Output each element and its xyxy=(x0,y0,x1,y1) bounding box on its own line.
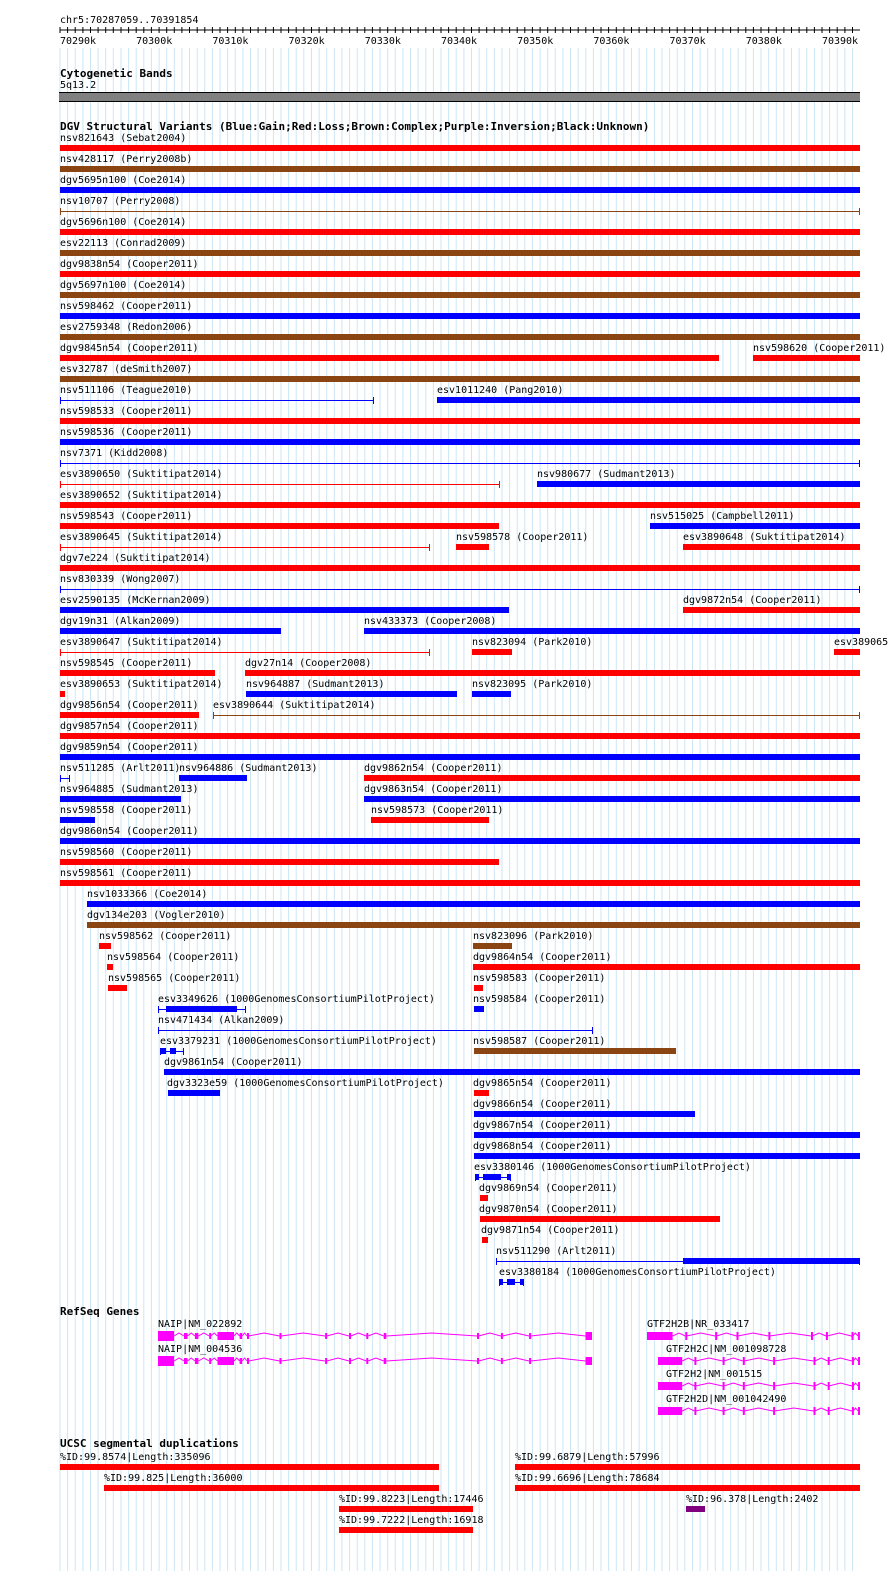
sv-feature-label[interactable]: nsv428117 (Perry2008b) xyxy=(60,154,193,165)
sv-feature-label[interactable]: nsv7371 (Kidd2008) xyxy=(60,448,169,459)
sv-feature-bar[interactable] xyxy=(60,502,860,508)
sv-feature-line[interactable] xyxy=(60,211,860,212)
segdup-bar[interactable] xyxy=(515,1485,860,1491)
sv-feature-bar[interactable] xyxy=(474,1111,695,1117)
sv-feature-end[interactable] xyxy=(373,397,374,404)
segdup-label[interactable]: %ID:99.825|Length:36000 xyxy=(104,1473,243,1484)
sv-feature-bar[interactable] xyxy=(482,1237,488,1243)
sv-feature-label[interactable]: nsv511285 (Arlt2011) xyxy=(60,763,181,774)
sv-feature-label[interactable]: nsv10707 (Perry2008) xyxy=(60,196,181,207)
sv-feature-label[interactable]: nsv823096 (Park2010) xyxy=(473,931,594,942)
intron xyxy=(815,1358,828,1361)
segdup-track-title[interactable]: UCSC segmental duplications xyxy=(60,1437,239,1450)
sv-feature-bar[interactable] xyxy=(60,229,860,235)
sv-feature-label[interactable]: nsv598565 (Cooper2011) xyxy=(108,973,241,984)
sv-feature-bar[interactable] xyxy=(364,796,860,802)
exon xyxy=(814,1357,816,1365)
intron xyxy=(774,1358,813,1361)
ruler-tick-label: 70300k xyxy=(136,36,173,47)
gene-model[interactable] xyxy=(0,1329,890,1343)
sv-feature-label[interactable]: dgv3323e59 (1000GenomesConsortiumPilotProject) xyxy=(167,1078,444,1089)
intron xyxy=(744,1383,773,1386)
sv-feature-block[interactable] xyxy=(170,1048,176,1054)
sv-feature-label[interactable]: dgv27n14 (Cooper2008) xyxy=(245,658,372,669)
sv-feature-bar[interactable] xyxy=(60,817,95,823)
sv-feature-line[interactable] xyxy=(60,652,430,653)
sv-feature-label[interactable]: esv2590135 (McKernan2009) xyxy=(60,595,211,606)
sv-feature-bar[interactable] xyxy=(107,964,113,970)
sv-feature-bar[interactable] xyxy=(60,439,860,445)
sv-feature-bar[interactable] xyxy=(456,544,489,550)
intron xyxy=(827,1333,851,1336)
sv-feature-label[interactable]: nsv515025 (Campbell2011) xyxy=(650,511,795,522)
sv-feature-label[interactable]: dgv9857n54 (Cooper2011) xyxy=(60,721,199,732)
ruler-tick-label: 70290k xyxy=(59,36,97,47)
sv-feature-end[interactable] xyxy=(60,649,61,656)
sv-feature-end[interactable] xyxy=(60,460,61,467)
sv-feature-label[interactable]: dgv5696n100 (Coe2014) xyxy=(60,217,187,228)
sv-feature-bar[interactable] xyxy=(474,1006,484,1012)
intron xyxy=(744,1408,773,1411)
intron xyxy=(682,1408,694,1411)
dgv-track-title[interactable]: DGV Structural Variants (Blue:Gain;Red:Loss;Brown:Complex;Purple:Inversion;Black:Unknown) xyxy=(60,120,650,133)
sv-feature-label[interactable]: esv3890650 (Suktitipat2014) xyxy=(60,469,223,480)
sv-feature-label[interactable]: dgv9869n54 (Cooper2011) xyxy=(479,1183,618,1194)
intron xyxy=(673,1333,686,1336)
exon xyxy=(811,1332,813,1340)
exon xyxy=(828,1357,830,1365)
sv-feature-end[interactable] xyxy=(60,544,61,551)
intron xyxy=(815,1408,828,1411)
sv-feature-label[interactable]: dgv9867n54 (Cooper2011) xyxy=(473,1120,612,1131)
sv-feature-bar[interactable] xyxy=(60,334,860,340)
sv-feature-bar[interactable] xyxy=(60,607,509,613)
sv-feature-label[interactable]: nsv830339 (Wong2007) xyxy=(60,574,181,585)
exon xyxy=(852,1357,854,1365)
sv-feature-label[interactable]: dgv9856n54 (Cooper2011) xyxy=(60,700,199,711)
sv-feature-end[interactable] xyxy=(859,586,860,593)
sv-feature-bar[interactable] xyxy=(474,1153,860,1159)
sv-feature-bar[interactable] xyxy=(87,901,860,907)
intron xyxy=(774,1408,813,1411)
sv-feature-bar[interactable] xyxy=(60,880,860,886)
intron xyxy=(724,1383,743,1386)
exon xyxy=(858,1332,860,1340)
sv-feature-label[interactable]: nsv980677 (Sudmant2013) xyxy=(537,469,676,480)
sv-feature-bar[interactable] xyxy=(60,565,860,571)
sv-feature-bar[interactable] xyxy=(60,859,499,865)
exon xyxy=(715,1332,717,1340)
sv-feature-bar[interactable] xyxy=(683,607,860,613)
sv-feature-line[interactable] xyxy=(60,484,500,485)
sv-feature-bar[interactable] xyxy=(60,418,860,424)
sv-feature-label[interactable]: nsv823094 (Park2010) xyxy=(472,637,593,648)
sv-feature-label[interactable]: nsv598584 (Cooper2011) xyxy=(473,994,606,1005)
sv-feature-bar[interactable] xyxy=(437,397,860,403)
intron xyxy=(696,1358,723,1361)
exon xyxy=(723,1382,725,1390)
gene-label[interactable]: GTF2H2|NM_001515 xyxy=(666,1369,763,1380)
sv-feature-label[interactable]: nsv598573 (Cooper2011) xyxy=(371,805,504,816)
sv-feature-block[interactable] xyxy=(499,1279,503,1285)
sv-feature-bar[interactable] xyxy=(179,775,247,781)
sv-feature-bar[interactable] xyxy=(246,691,457,697)
segdup-bar[interactable] xyxy=(104,1485,439,1491)
segdup-bar[interactable] xyxy=(339,1527,473,1533)
exon xyxy=(685,1332,687,1340)
sv-feature-end[interactable] xyxy=(60,208,61,215)
sv-feature-bar[interactable] xyxy=(364,628,860,634)
sv-feature-label[interactable]: nsv598560 (Cooper2011) xyxy=(60,847,193,858)
intron xyxy=(724,1408,743,1411)
sv-feature-label[interactable]: nsv964886 (Sudmant2013) xyxy=(179,763,318,774)
segdup-label[interactable]: %ID:99.8223|Length:17446 xyxy=(339,1494,484,1505)
gene-label[interactable]: NAIP|NM_004536 xyxy=(158,1344,243,1355)
exon xyxy=(723,1357,725,1365)
sv-feature-label[interactable]: nsv823095 (Park2010) xyxy=(472,679,593,690)
sv-feature-line[interactable] xyxy=(60,400,374,401)
sv-feature-bar[interactable] xyxy=(480,1216,720,1222)
intron xyxy=(724,1358,743,1361)
exon xyxy=(647,1332,673,1340)
sv-feature-label[interactable]: esv22113 (Conrad2009) xyxy=(60,238,187,249)
sv-feature-end[interactable] xyxy=(69,775,70,782)
cytoband-ideogram[interactable] xyxy=(59,92,860,102)
sv-feature-bar[interactable] xyxy=(60,796,181,802)
sv-feature-label[interactable]: dgv9859n54 (Cooper2011) xyxy=(60,742,199,753)
sv-feature-label[interactable]: dgv9872n54 (Cooper2011) xyxy=(683,595,822,606)
sv-feature-label[interactable]: esv3890647 (Suktitipat2014) xyxy=(60,637,223,648)
sv-feature-end[interactable] xyxy=(158,1027,159,1034)
sv-feature-line[interactable] xyxy=(158,1030,593,1031)
intron xyxy=(682,1358,694,1361)
sv-feature-bar[interactable] xyxy=(537,481,860,487)
exon xyxy=(694,1407,696,1415)
sv-feature-block[interactable] xyxy=(507,1279,515,1285)
sv-feature-label[interactable]: esv3890653 (Suktitipat2014) xyxy=(60,679,223,690)
sv-feature-label[interactable]: dgv9860n54 (Cooper2011) xyxy=(60,826,199,837)
segdup-bar[interactable] xyxy=(60,1464,439,1470)
exon xyxy=(768,1332,770,1340)
sv-feature-bar[interactable] xyxy=(474,1090,489,1096)
sv-feature-label[interactable]: nsv821643 (Sebat2004) xyxy=(60,133,187,144)
ruler-tick-label: 70350k xyxy=(517,36,554,47)
exon xyxy=(743,1357,745,1365)
sv-feature-label[interactable]: dgv9866n54 (Cooper2011) xyxy=(473,1099,612,1110)
sv-feature-label[interactable]: nsv598558 (Cooper2011) xyxy=(60,805,193,816)
segdup-label[interactable]: %ID:99.6696|Length:78684 xyxy=(515,1473,660,1484)
base-position-ruler xyxy=(0,26,890,48)
sv-feature-bar[interactable] xyxy=(474,1132,860,1138)
sv-feature-label[interactable]: dgv9868n54 (Cooper2011) xyxy=(473,1141,612,1152)
segdup-label[interactable]: %ID:99.8574|Length:335096 xyxy=(60,1452,211,1463)
intron xyxy=(770,1333,811,1336)
sv-feature-block[interactable] xyxy=(475,1174,479,1180)
sv-feature-label[interactable]: nsv598562 (Cooper2011) xyxy=(99,931,232,942)
sv-feature-bar[interactable] xyxy=(472,691,511,697)
gene-model[interactable] xyxy=(0,1354,890,1368)
sv-feature-label[interactable]: esv32787 (deSmith2007) xyxy=(60,364,193,375)
intron xyxy=(774,1383,813,1386)
exon xyxy=(828,1382,830,1390)
exon xyxy=(723,1407,725,1415)
sv-feature-block[interactable] xyxy=(507,1174,511,1180)
sv-feature-block[interactable] xyxy=(520,1279,524,1285)
intron xyxy=(829,1383,852,1386)
sv-feature-bar[interactable] xyxy=(371,817,489,823)
sv-feature-label[interactable]: esv3890644 (Suktitipat2014) xyxy=(213,700,376,711)
sv-feature-bar[interactable] xyxy=(472,649,512,655)
sv-feature-label[interactable]: nsv598545 (Cooper2011) xyxy=(60,658,193,669)
sv-feature-end[interactable] xyxy=(429,544,430,551)
ruler-tick-label: 70330k xyxy=(364,36,401,47)
gene-model[interactable] xyxy=(0,1404,890,1418)
sv-feature-end[interactable] xyxy=(859,208,860,215)
intron xyxy=(687,1333,716,1336)
ruler-tick-label: 70370k xyxy=(669,36,706,47)
sv-feature-label[interactable]: nsv1033366 (Coe2014) xyxy=(87,889,208,900)
segdup-bar[interactable] xyxy=(686,1506,705,1512)
exon xyxy=(737,1332,739,1340)
sv-feature-label[interactable]: nsv511290 (Arlt2011) xyxy=(496,1246,617,1257)
segdup-bar[interactable] xyxy=(339,1506,473,1512)
sv-feature-end[interactable] xyxy=(592,1027,593,1034)
exon xyxy=(852,1407,854,1415)
sv-feature-block[interactable] xyxy=(483,1174,501,1180)
sv-feature-line[interactable] xyxy=(213,715,860,716)
sv-feature-end[interactable] xyxy=(60,586,61,593)
gene-model[interactable] xyxy=(0,1379,890,1393)
sv-feature-bar[interactable] xyxy=(60,712,199,718)
sv-feature-label[interactable]: nsv598587 (Cooper2011) xyxy=(473,1036,606,1047)
cytoband-track-title[interactable]: Cytogenetic Bands xyxy=(60,67,173,80)
sv-feature-bar[interactable] xyxy=(60,670,215,676)
exon xyxy=(658,1382,682,1390)
sv-feature-block[interactable] xyxy=(166,1006,237,1012)
sv-feature-label[interactable]: dgv9865n54 (Cooper2011) xyxy=(473,1078,612,1089)
sv-feature-bar[interactable] xyxy=(60,292,860,298)
sv-feature-bar[interactable] xyxy=(108,985,127,991)
sv-feature-end[interactable] xyxy=(859,460,860,467)
sv-feature-bar[interactable] xyxy=(60,691,65,697)
sv-feature-label[interactable]: esv3379231 (1000GenomesConsortiumPilotProject) xyxy=(160,1036,437,1047)
segdup-label[interactable]: %ID:96.378|Length:2402 xyxy=(686,1494,819,1505)
sv-feature-label[interactable]: nsv598561 (Cooper2011) xyxy=(60,868,193,879)
sv-feature-bar[interactable] xyxy=(60,187,860,193)
sv-feature-label[interactable]: esv3890648 (Suktitipat2014) xyxy=(683,532,846,543)
sv-feature-end[interactable] xyxy=(60,481,61,488)
sv-feature-bar[interactable] xyxy=(834,649,860,655)
sv-feature-bar[interactable] xyxy=(60,145,860,151)
sv-feature-line[interactable] xyxy=(60,547,430,548)
exon xyxy=(773,1357,775,1365)
sv-feature-block[interactable] xyxy=(683,1258,860,1264)
sv-feature-label[interactable]: dgv9861n54 (Cooper2011) xyxy=(164,1057,303,1068)
sv-feature-label[interactable]: dgv9838n54 (Cooper2011) xyxy=(60,259,199,270)
sv-feature-bar[interactable] xyxy=(87,922,860,928)
sv-feature-bar[interactable] xyxy=(60,523,499,529)
sv-feature-label[interactable]: nsv598564 (Cooper2011) xyxy=(107,952,240,963)
sv-feature-label[interactable]: nsv598462 (Cooper2011) xyxy=(60,301,193,312)
sv-feature-bar[interactable] xyxy=(60,250,860,256)
exon xyxy=(773,1407,775,1415)
sv-feature-bar[interactable] xyxy=(473,943,512,949)
sv-feature-label[interactable]: nsv598536 (Cooper2011) xyxy=(60,427,193,438)
sv-feature-label[interactable]: esv1011240 (Pang2010) xyxy=(437,385,564,396)
sv-feature-label[interactable]: esv3890645 (Suktitipat2014) xyxy=(60,532,223,543)
ruler-tick-label: 70360k xyxy=(593,36,630,47)
sv-feature-bar[interactable] xyxy=(60,271,860,277)
sv-feature-bar[interactable] xyxy=(480,1195,488,1201)
sv-feature-end[interactable] xyxy=(183,1048,184,1055)
sv-feature-bar[interactable] xyxy=(60,754,860,760)
sv-feature-label[interactable]: nsv598583 (Cooper2011) xyxy=(473,973,606,984)
sv-feature-end[interactable] xyxy=(158,1006,159,1013)
intron xyxy=(716,1333,736,1336)
sv-feature-label[interactable]: nsv511106 (Teague2010) xyxy=(60,385,193,396)
sv-feature-end[interactable] xyxy=(245,1006,246,1013)
segdup-label[interactable]: %ID:99.7222|Length:16918 xyxy=(339,1515,484,1526)
sv-feature-label[interactable]: dgv19n31 (Alkan2009) xyxy=(60,616,181,627)
ruler-tick-label: 70320k xyxy=(288,36,325,47)
sv-feature-label[interactable]: esv3349626 (1000GenomesConsortiumPilotProject) xyxy=(158,994,435,1005)
gene-label[interactable]: GTF2H2C|NM_001098728 xyxy=(666,1344,787,1355)
cytoband-name: 5q13.2 xyxy=(60,80,97,91)
sv-feature-label[interactable]: nsv598620 (Cooper2011) xyxy=(753,343,886,354)
segdup-label[interactable]: %ID:99.6879|Length:57996 xyxy=(515,1452,660,1463)
sv-feature-bar[interactable] xyxy=(60,838,860,844)
sv-feature-label[interactable]: dgv134e203 (Vogler2010) xyxy=(87,910,226,921)
intron xyxy=(744,1358,773,1361)
sv-feature-bar[interactable] xyxy=(168,1090,220,1096)
sv-feature-label[interactable]: dgv9845n54 (Cooper2011) xyxy=(60,343,199,354)
sv-feature-label[interactable]: esv3890652 (Suktitipat2014) xyxy=(60,490,223,501)
exon xyxy=(814,1407,816,1415)
exon xyxy=(826,1332,828,1340)
sv-feature-label[interactable]: nsv433373 (Cooper2008) xyxy=(364,616,497,627)
sv-feature-label[interactable]: dgv5695n100 (Coe2014) xyxy=(60,175,187,186)
sv-feature-label[interactable]: esv389065 xyxy=(834,637,889,648)
sv-feature-bar[interactable] xyxy=(683,544,860,550)
intron xyxy=(812,1333,826,1336)
ruler-tick-label: 70390k xyxy=(821,36,859,47)
sv-feature-label[interactable]: dgv9871n54 (Cooper2011) xyxy=(481,1225,620,1236)
exon xyxy=(658,1357,682,1365)
sv-feature-label[interactable]: dgv9870n54 (Cooper2011) xyxy=(479,1204,618,1215)
sv-feature-end[interactable] xyxy=(496,1258,497,1265)
position-label: chr5:70287059..70391854 xyxy=(60,15,199,26)
sv-feature-label[interactable]: nsv471434 (Alkan2009) xyxy=(158,1015,285,1026)
sv-feature-end[interactable] xyxy=(859,712,860,719)
sv-feature-label[interactable]: nsv598578 (Cooper2011) xyxy=(456,532,589,543)
gene-label[interactable]: GTF2H2D|NM_001042490 xyxy=(666,1394,787,1405)
sv-feature-end[interactable] xyxy=(60,775,61,782)
sv-feature-end[interactable] xyxy=(213,712,214,719)
sv-feature-label[interactable]: dgv9863n54 (Cooper2011) xyxy=(364,784,503,795)
ruler-tick-label: 70380k xyxy=(745,36,782,47)
intron xyxy=(682,1383,694,1386)
intron xyxy=(696,1383,723,1386)
exon xyxy=(658,1407,682,1415)
ruler-tick-label: 70340k xyxy=(440,36,478,47)
intron xyxy=(853,1333,858,1336)
exon xyxy=(858,1407,860,1415)
exon xyxy=(852,1382,854,1390)
ruler-tick-label: 70310k xyxy=(212,36,249,47)
sv-feature-line[interactable] xyxy=(60,589,860,590)
sv-feature-end[interactable] xyxy=(499,481,500,488)
exon xyxy=(858,1357,860,1365)
sv-feature-line[interactable] xyxy=(60,463,860,464)
sv-feature-label[interactable]: esv2759348 (Redon2006) xyxy=(60,322,193,333)
sv-feature-label[interactable]: esv3380146 (1000GenomesConsortiumPilotProject) xyxy=(474,1162,751,1173)
gene-label[interactable]: GTF2H2B|NR_033417 xyxy=(647,1319,750,1330)
exon xyxy=(694,1357,696,1365)
intron xyxy=(829,1408,852,1411)
sv-feature-bar[interactable] xyxy=(245,670,860,676)
exon xyxy=(694,1382,696,1390)
sv-feature-bar[interactable] xyxy=(60,313,860,319)
sv-feature-label[interactable]: nsv598533 (Cooper2011) xyxy=(60,406,193,417)
intron xyxy=(815,1383,828,1386)
sv-feature-bar[interactable] xyxy=(364,775,860,781)
intron xyxy=(829,1358,852,1361)
refseq-track-title[interactable]: RefSeq Genes xyxy=(60,1305,140,1318)
sv-feature-bar[interactable] xyxy=(164,1069,860,1075)
sv-feature-bar[interactable] xyxy=(60,355,719,361)
exon xyxy=(743,1407,745,1415)
sv-feature-bar[interactable] xyxy=(473,964,860,970)
sv-feature-label[interactable]: dgv5697n100 (Coe2014) xyxy=(60,280,187,291)
exon xyxy=(814,1382,816,1390)
intron xyxy=(738,1333,769,1336)
sv-feature-bar[interactable] xyxy=(753,355,860,361)
sv-feature-bar[interactable] xyxy=(60,628,281,634)
sv-feature-label[interactable]: nsv598543 (Cooper2011) xyxy=(60,511,193,522)
sv-feature-bar[interactable] xyxy=(60,376,860,382)
sv-feature-bar[interactable] xyxy=(60,733,860,739)
exon xyxy=(852,1332,854,1340)
sv-feature-label[interactable]: dgv9862n54 (Cooper2011) xyxy=(364,763,503,774)
sv-feature-end[interactable] xyxy=(60,397,61,404)
exon xyxy=(773,1382,775,1390)
sv-feature-bar[interactable] xyxy=(99,943,111,949)
segdup-bar[interactable] xyxy=(515,1464,860,1470)
sv-feature-bar[interactable] xyxy=(60,166,860,172)
sv-feature-bar[interactable] xyxy=(650,523,860,529)
sv-feature-label[interactable]: dgv7e224 (Suktitipat2014) xyxy=(60,553,211,564)
sv-feature-label[interactable]: nsv964885 (Sudmant2013) xyxy=(60,784,199,795)
sv-feature-label[interactable]: esv3380184 (1000GenomesConsortiumPilotProject) xyxy=(499,1267,776,1278)
intron xyxy=(696,1408,723,1411)
sv-feature-bar[interactable] xyxy=(474,1048,676,1054)
gene-label[interactable]: NAIP|NM_022892 xyxy=(158,1319,243,1330)
sv-feature-label[interactable]: dgv9864n54 (Cooper2011) xyxy=(473,952,612,963)
sv-feature-label[interactable]: nsv964887 (Sudmant2013) xyxy=(246,679,385,690)
sv-feature-end[interactable] xyxy=(429,649,430,656)
sv-feature-block[interactable] xyxy=(160,1048,166,1054)
exon xyxy=(743,1382,745,1390)
exon xyxy=(858,1382,860,1390)
sv-feature-bar[interactable] xyxy=(474,985,483,991)
exon xyxy=(828,1407,830,1415)
